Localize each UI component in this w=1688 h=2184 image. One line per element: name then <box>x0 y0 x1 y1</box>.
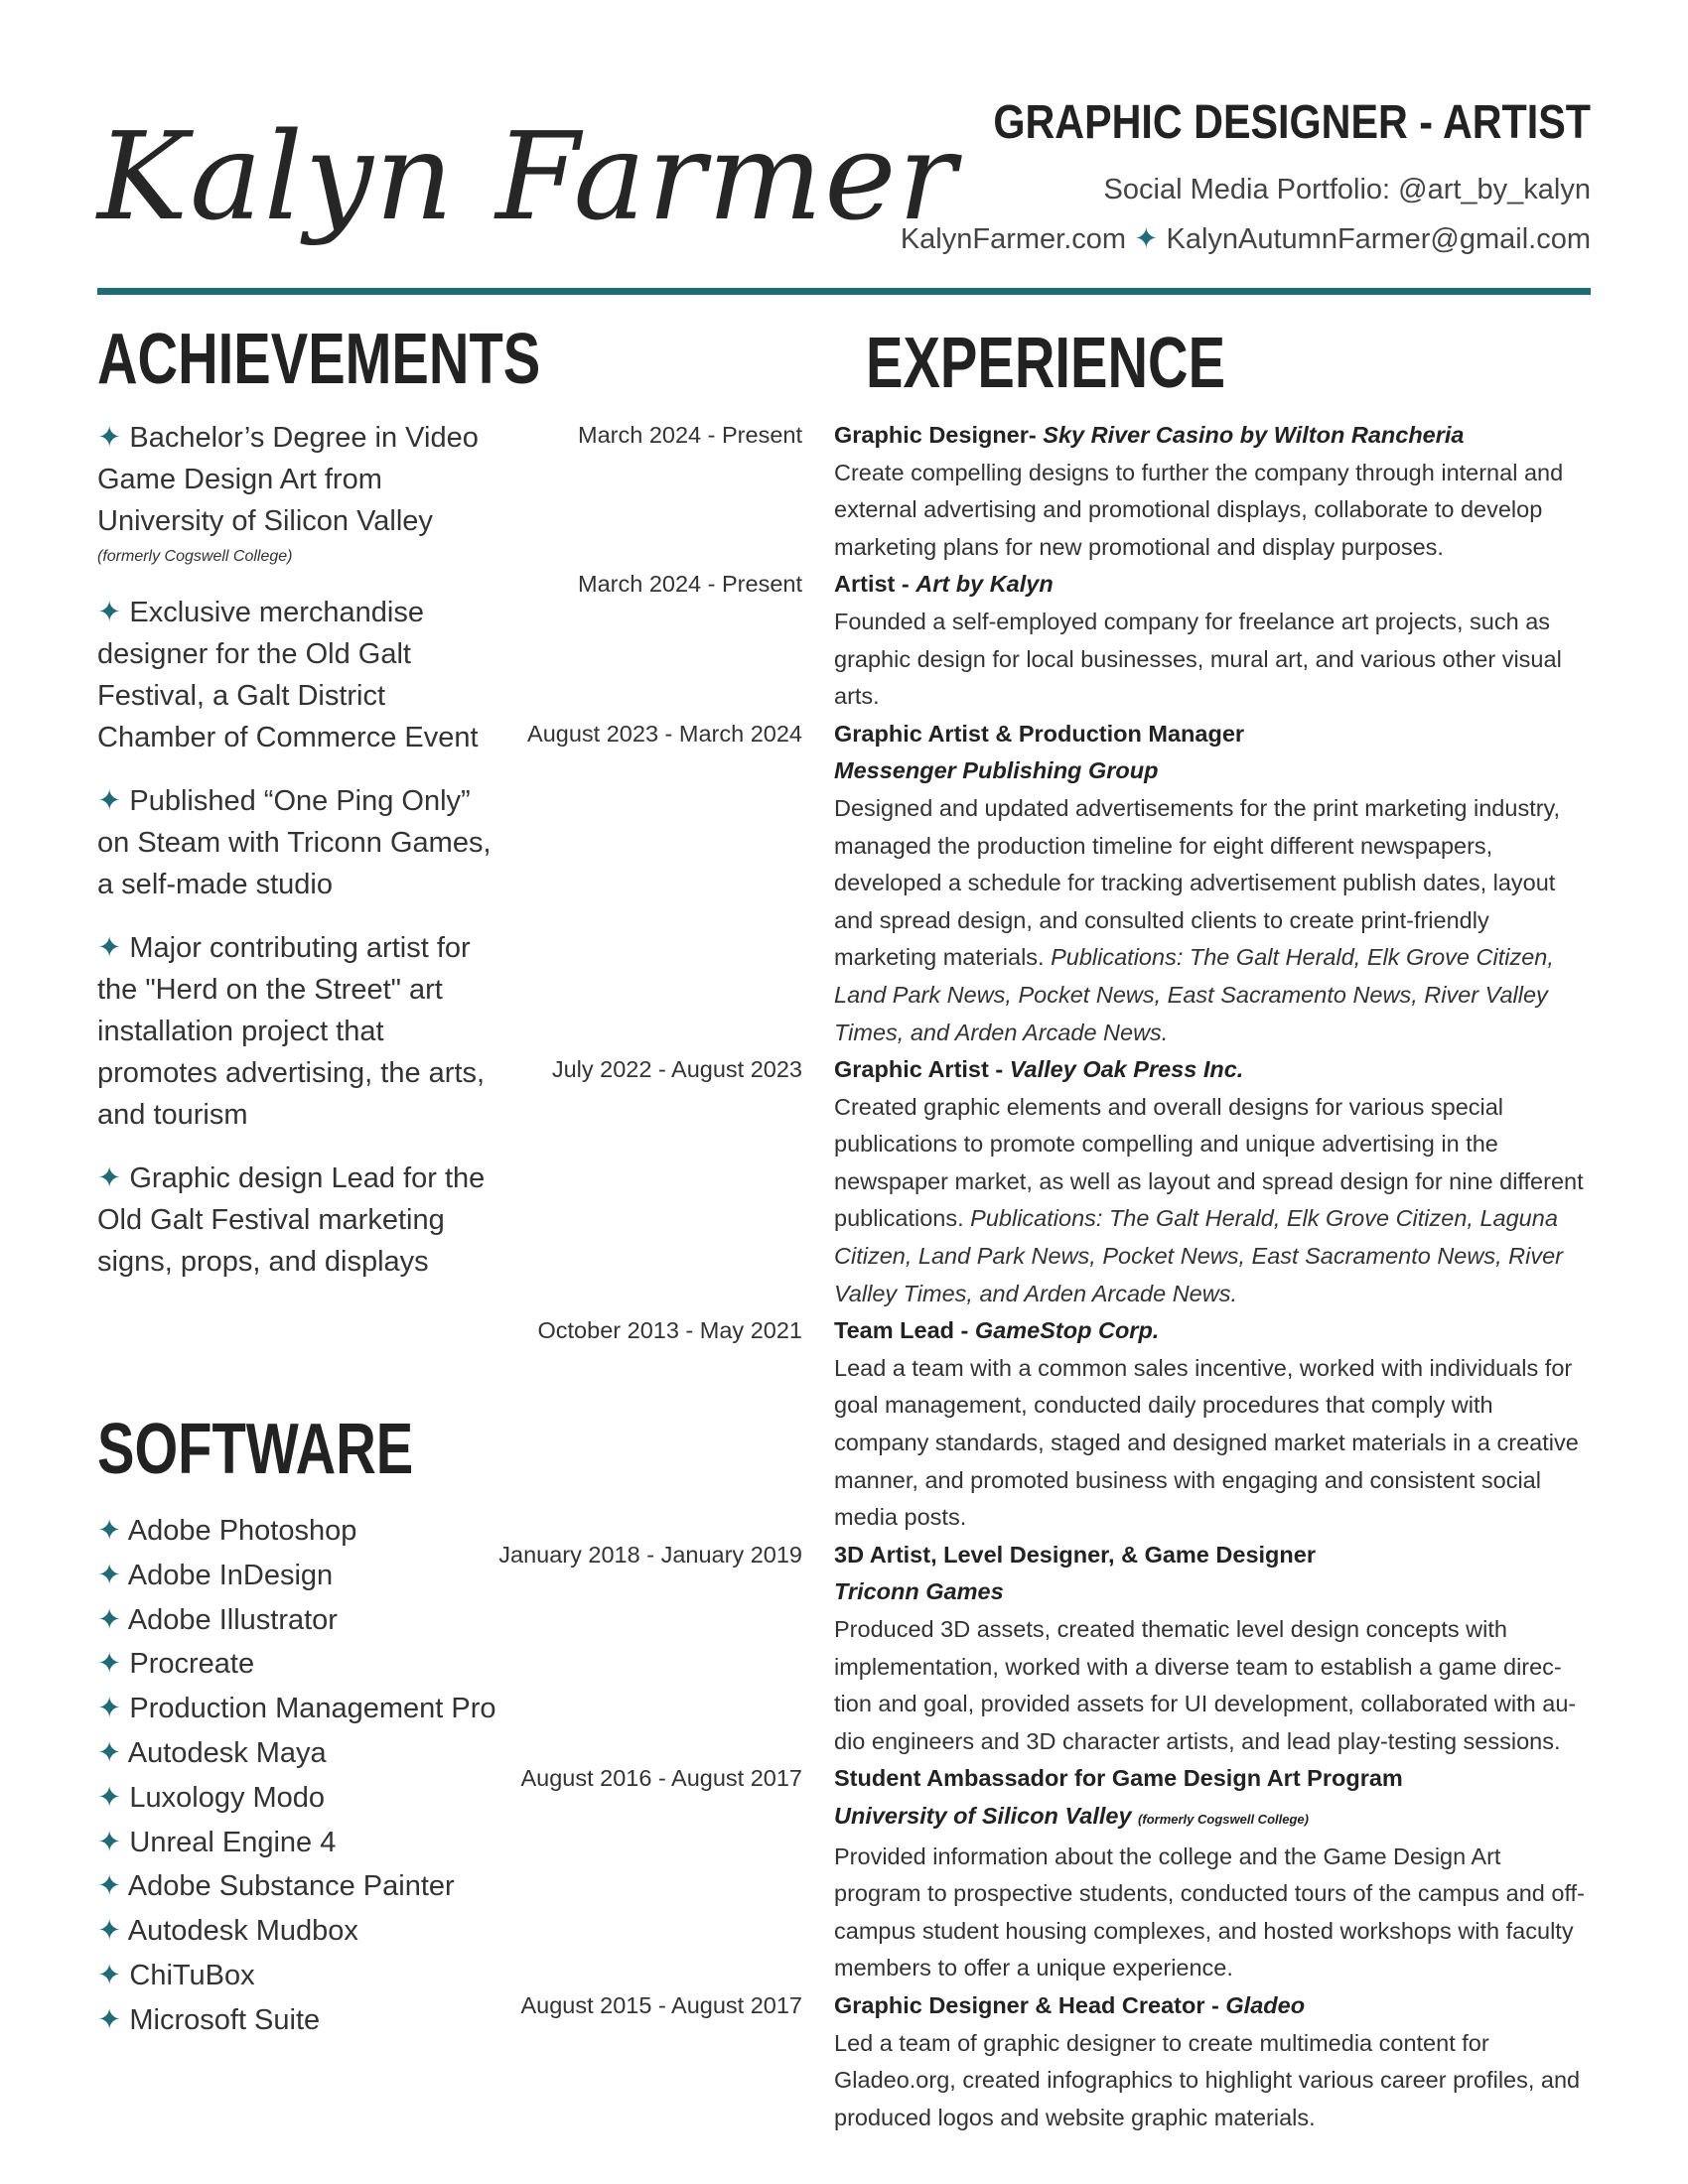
experience-entry <box>496 1312 1591 1537</box>
job-title-line <box>834 1537 1591 1574</box>
job-title-line <box>834 1312 1591 1350</box>
job-company-line <box>834 1573 1591 1611</box>
job-dates: August 2023 - March 2024 <box>527 720 802 747</box>
star-icon: ✦ <box>97 422 122 454</box>
achievement-text: Published “One Ping Only” on Steam with Triconn Games, a self-made studio <box>97 785 492 900</box>
star-icon: ✦ <box>97 1959 122 1991</box>
job-desc-text: Lead a team with a common sales incentive, worked with individuals for goal management, conducted daily procedures that comply with company standards, staged and designed market materials in a creative manner, and promoted business with engaging and consistent social media posts. <box>834 1354 1579 1531</box>
experience-entry <box>496 1537 1591 1761</box>
job-desc-text: Produced 3D assets, created thematic level design concepts with implementation, worked with a diverse team to establish a game direc-tion and goal, provided assets for UI development, collaborated with au-dio engineers and 3D character artists, and lead play-testing sessions. <box>834 1616 1577 1754</box>
job-desc-text: Designed and updated advertisements for the print marketing industry, managed the production timeline for eight different newspapers, developed a schedule for tracking advertisement publish dates, layout and spread design, and consulted clients to create print-friendly marketing materials. <box>834 794 1561 971</box>
experience-list <box>496 417 1591 2136</box>
software-item <box>97 1598 514 1643</box>
job-desc-text: Provided information about the college and the Game Design Art program to prospective students, conducted tours of the campus and off-campus student housing complexes, and hosted workshops with faculty members to offer a unique experience. <box>834 1843 1585 1981</box>
software-item <box>97 1642 514 1687</box>
job-dates: July 2022 - August 2023 <box>551 1056 802 1083</box>
experience-entry <box>496 566 1591 715</box>
software-name: ChiTuBox <box>129 1959 255 1991</box>
job-body <box>834 417 1591 566</box>
job-role: Graphic Designer- <box>834 422 1037 448</box>
job-dates: March 2024 - Present <box>578 571 802 598</box>
portfolio-line: Social Media Portfolio: @art_by_kalyn <box>1103 174 1591 205</box>
job-company: Gladeo <box>1225 1991 1306 2018</box>
job-title-line <box>834 566 1591 604</box>
job-publications: Publications: The Galt Herald, Elk Grove Citizen, Land Park News, Pocket News, East Sacramento News, River Valley Times, and Arden Arcade News. <box>834 944 1554 1045</box>
candidate-name: Kalyn Farmer <box>97 106 958 247</box>
job-description <box>834 1611 1591 1760</box>
job-role: Artist - <box>834 571 910 598</box>
experience-entry <box>496 1051 1591 1312</box>
job-description <box>834 1350 1591 1537</box>
job-description <box>834 455 1591 567</box>
job-company-line <box>834 1798 1591 1839</box>
job-dates: October 2013 - May 2021 <box>537 1317 802 1344</box>
software-item <box>97 1864 514 1909</box>
email-link[interactable]: KalynAutumnFarmer@gmail.com <box>1166 223 1591 255</box>
star-icon: ✦ <box>97 1870 122 1903</box>
star-icon: ✦ <box>97 1915 122 1948</box>
software-item <box>97 1687 514 1731</box>
software-item <box>97 1998 514 2043</box>
software-name: Unreal Engine 4 <box>129 1826 337 1858</box>
job-desc-text: Create compelling designs to further the company through internal and external advertising and promotional displays, collaborate to develop marketing plans for new promotional and display purposes. <box>834 459 1564 560</box>
achievements-heading: ACHIEVEMENTS <box>97 320 541 399</box>
job-company: University of Silicon Valley <box>834 1802 1132 1829</box>
software-item <box>97 1776 514 1821</box>
software-item <box>97 1731 514 1776</box>
job-body <box>834 566 1591 715</box>
job-desc-text: Created graphic elements and overall designs for various special publications to promote compelling and unique advertising in the newspaper market, as well as layout and spread design for nine different publications. <box>834 1093 1584 1232</box>
job-body <box>834 1051 1591 1312</box>
software-name: Autodesk Maya <box>127 1736 327 1769</box>
star-icon: ✦ <box>97 1648 122 1681</box>
website-link[interactable]: KalynFarmer.com <box>900 223 1127 255</box>
job-role: Graphic Designer & Head Creator - <box>834 1991 1219 2018</box>
star-icon: ✦ <box>97 1826 122 1858</box>
experience-entry <box>496 716 1591 1051</box>
job-title-line <box>834 1760 1591 1798</box>
job-body <box>834 1760 1591 1987</box>
software-list <box>97 1509 514 2043</box>
achievements-list <box>97 417 494 1304</box>
software-name: Adobe Photoshop <box>127 1515 357 1547</box>
experience-entry <box>496 1987 1591 2136</box>
achievement-text: Exclusive merchandise designer for the Old Galt Festival, a Galt District Chamber of Commerce Event <box>97 597 479 753</box>
job-description <box>834 790 1591 1051</box>
job-title-line <box>834 716 1591 753</box>
achievement-item <box>97 927 494 1136</box>
job-publications: Publications: The Galt Herald, Elk Grove Citizen, Laguna Citizen, Land Park News, Pocket News, East Sacramento News, River Valley Times, and Arden Arcade News. <box>834 1205 1563 1306</box>
job-title-line <box>834 417 1591 455</box>
software-name: Luxology Modo <box>129 1781 326 1814</box>
job-company: Triconn Games <box>834 1578 1004 1605</box>
job-dates: August 2016 - August 2017 <box>520 1765 802 1792</box>
software-name: Adobe InDesign <box>127 1559 334 1591</box>
header-contact <box>836 93 1591 264</box>
achievement-item <box>97 592 494 758</box>
achievement-text: Bachelor’s Degree in Video Game Design Art from University of Silicon Valley <box>97 422 479 537</box>
software-name: Adobe Illustrator <box>127 1603 338 1636</box>
job-desc-text: Led a team of graphic designer to create multimedia content for Gladeo.org, created infographics to highlight various career profiles, and produced logos and website graphic materials. <box>834 2029 1581 2130</box>
contact-line <box>836 214 1591 264</box>
job-description <box>834 604 1591 716</box>
software-item <box>97 1554 514 1598</box>
star-icon: ✦ <box>97 1559 122 1591</box>
job-dates: March 2024 - Present <box>578 422 802 448</box>
job-company-note: (formerly Cogswell College) <box>1138 1811 1309 1827</box>
star-icon: ✦ <box>97 597 122 628</box>
achievement-item <box>97 1158 494 1283</box>
job-description <box>834 2025 1591 2137</box>
job-role: 3D Artist, Level Designer, & Game Designer <box>834 1541 1316 1568</box>
software-item <box>97 1509 514 1554</box>
software-name: Microsoft Suite <box>129 2003 321 2036</box>
job-title-line <box>834 1987 1591 2025</box>
software-name: Adobe Substance Painter <box>127 1870 455 1903</box>
software-name: Autodesk Mudbox <box>127 1915 358 1948</box>
star-icon: ✦ <box>97 1736 122 1769</box>
software-item <box>97 1909 514 1954</box>
job-description <box>834 1089 1591 1313</box>
star-icon: ✦ <box>97 1515 122 1547</box>
achievement-text: Major contributing artist for the "Herd on the Street" art installation project that promotes advertising, the arts, and tourism <box>97 932 486 1131</box>
header-divider <box>97 288 1591 295</box>
job-role: Graphic Artist & Production Manager <box>834 720 1245 747</box>
star-icon: ✦ <box>97 1693 122 1725</box>
experience-entry <box>496 1760 1591 1987</box>
software-item <box>97 1954 514 1998</box>
job-body <box>834 1312 1591 1537</box>
job-company-line <box>834 752 1591 790</box>
achievement-item <box>97 780 494 905</box>
achievement-item <box>97 417 494 570</box>
star-icon: ✦ <box>97 1162 122 1194</box>
job-dates: August 2015 - August 2017 <box>520 1991 802 2018</box>
star-icon: ✦ <box>97 1603 122 1636</box>
job-company: GameStop Corp. <box>974 1317 1160 1344</box>
job-body <box>834 1987 1591 2136</box>
job-desc-text: Founded a self-employed company for freelance art projects, such as graphic design for local businesses, mural art, and various other visual arts. <box>834 608 1562 710</box>
star-icon: ✦ <box>97 932 122 964</box>
achievement-note: (formerly Cogswell College) <box>97 548 293 565</box>
job-company: Sky River Casino by Wilton Rancheria <box>1043 422 1465 448</box>
job-role: Team Lead - <box>834 1317 969 1344</box>
job-company: Messenger Publishing Group <box>834 757 1159 784</box>
job-role: Graphic Artist - <box>834 1056 1004 1083</box>
star-icon: ✦ <box>97 1781 122 1814</box>
job-title: GRAPHIC DESIGNER - ARTIST <box>993 96 1591 149</box>
experience-heading: EXPERIENCE <box>866 324 1226 403</box>
job-body <box>834 716 1591 1051</box>
star-icon: ✦ <box>97 2003 122 2036</box>
job-company: Art by Kalyn <box>915 571 1054 598</box>
software-item <box>97 1821 514 1865</box>
software-name: Procreate <box>129 1648 255 1681</box>
experience-entry <box>496 417 1591 566</box>
job-dates: January 2018 - January 2019 <box>498 1541 802 1568</box>
job-company: Valley Oak Press Inc. <box>1009 1056 1244 1083</box>
job-description <box>834 1839 1591 1987</box>
software-heading: SOFTWARE <box>97 1410 414 1489</box>
achievement-text: Graphic design Lead for the Old Galt Festival marketing signs, props, and displays <box>97 1162 486 1278</box>
job-title-line <box>834 1051 1591 1089</box>
star-icon: ✦ <box>97 785 122 817</box>
job-body <box>834 1537 1591 1761</box>
job-role: Student Ambassador for Game Design Art Program <box>834 1765 1403 1792</box>
star-icon: ✦ <box>1134 223 1159 255</box>
software-name: Production Management Pro <box>129 1693 496 1725</box>
